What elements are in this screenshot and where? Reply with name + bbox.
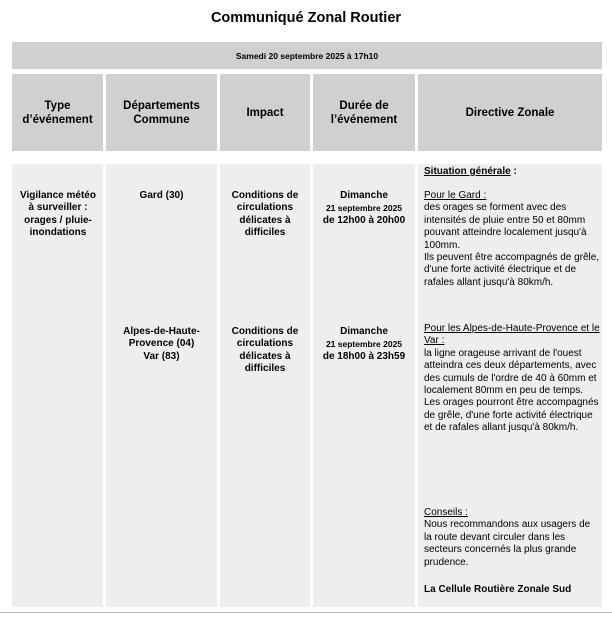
row1-duree: [314, 190, 414, 227]
row2-duree-day: Dimanche: [340, 326, 388, 337]
alpes-text: la ligne orageuse arrivant de l'ouest atteindra ces deux départements, avec des cumuls de l'ordre de 40 à 60mm et localement 80mm en peu de temps.: [424, 347, 597, 397]
directive-situation: [424, 166, 600, 178]
header-impact-label: Impact: [246, 106, 284, 119]
signature: La Cellule Routière Zonale Sud: [424, 584, 572, 595]
row1-departement-line1: Gard (30): [139, 190, 184, 201]
col-bg-departements: [106, 164, 217, 607]
header-duree: [313, 74, 415, 151]
alpes-title: Pour les Alpes-de-Haute-Provence et le Var :: [424, 323, 600, 347]
row2-departement-line3: Var (83): [143, 350, 180, 362]
directive-gard: [424, 190, 600, 289]
date-banner: [12, 42, 602, 69]
row1-duree-day: Dimanche: [340, 190, 388, 201]
row2-duree-time: de 18h00 à 23h59: [322, 350, 406, 362]
alpes-text2: Les orages pourront être accompagnés de grêle, d'une forte activité électrique et de rafales allant jusqu'à 80km/h.: [424, 397, 599, 434]
date-text: Samedi 20 septembre 2025 à 17h10: [235, 50, 379, 61]
conseils-title: Conseils :: [424, 507, 468, 518]
gard-text: des orages se forment avec des intensités de pluie entre 50 et 80mm pouvant atteindre localement jusqu'à 100mm.: [424, 202, 587, 251]
conseils-text: Nous recommandons aux usagers de la route devant circuler dans les secteurs concernés la plus grande prudence.: [424, 519, 591, 568]
row2-departement-line2: Provence (04): [128, 338, 195, 350]
situation-colon: :: [510, 166, 517, 177]
row2-departement: [110, 326, 213, 363]
header-type: [12, 74, 103, 151]
situation-title: Situation générale: [424, 166, 511, 177]
page-divider: [0, 612, 612, 613]
header-duree-label: Durée de l’événement: [330, 99, 398, 126]
header-directive-label: Directive Zonale: [465, 106, 555, 119]
page-title: Communiqué Zonal Routier: [210, 10, 402, 26]
header-departements-label: Départements Commune: [123, 99, 200, 126]
directive-alpes: [424, 323, 600, 435]
row1-impact: Conditions de circulations délicates à difficiles: [231, 190, 299, 239]
row1-duree-time: de 12h00 à 20h00: [322, 214, 406, 226]
directive-conseils: [424, 507, 600, 569]
row2-departement-line1: Alpes-de-Haute-: [123, 326, 200, 337]
row1-departement: [110, 190, 213, 202]
col-bg-duree: [313, 164, 415, 607]
row2-duree-date: 21 septembre 2025: [325, 339, 403, 350]
header-impact: [220, 74, 310, 151]
row1-duree-date: 21 septembre 2025: [325, 203, 403, 214]
header-departements: [106, 74, 217, 151]
row2-impact: Conditions de circulations délicates à difficiles: [231, 326, 299, 375]
header-directive: [418, 74, 602, 151]
gard-title: Pour le Gard :: [424, 190, 487, 201]
gard-text2: Ils peuvent être accompagnés de grêle, d'une forte activité électrique et de rafales allant jusqu'à 80km/h.: [424, 252, 600, 288]
row2-duree: [314, 326, 414, 363]
event-type: Vigilance météo à surveiller : orages / pluie-inondations: [20, 190, 96, 239]
header-type-label: Type d’événement: [22, 99, 93, 126]
